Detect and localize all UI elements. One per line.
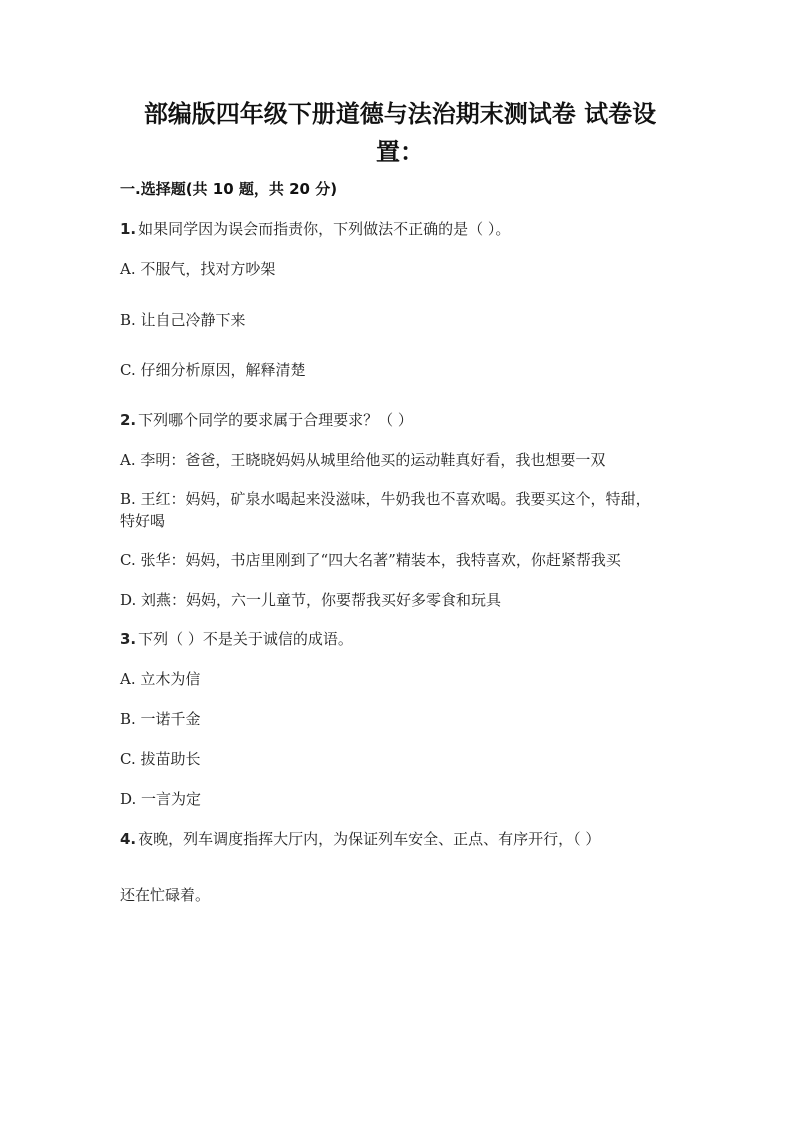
question-1 — [120, 218, 680, 240]
page-title: 部编版四年级下册道德与法治期末测试卷 试卷设置： — [143, 100, 657, 166]
option-3d: D. 一言为定 — [120, 790, 202, 808]
question-4-continuation: 还在忙碌着。 — [120, 886, 211, 904]
question-text: 下列哪个同学的要求属于合理要求？（ ） — [138, 411, 413, 429]
option-3c: C. 拔苗助长 — [120, 750, 201, 768]
question-2 — [120, 409, 680, 431]
question-number: 2. — [120, 411, 137, 429]
option-3b: B. 一诺千金 — [120, 710, 201, 728]
question-text: 夜晚，列车调度指挥大厅内，为保证列车安全、正点、有序开行，（ ） — [138, 830, 601, 848]
question-3 — [120, 628, 680, 650]
option-1a: A. 不服气，找对方吵架 — [120, 260, 276, 278]
section-heading: 一.选择题(共 10 题，共 20 分) — [120, 180, 338, 198]
option-2d: D. 刘燕：妈妈，六一儿童节，你要帮我买好多零食和玩具 — [120, 591, 502, 609]
question-text: 如果同学因为误会而指责你，下列做法不正确的是（ ）。 — [138, 220, 511, 238]
question-number: 3. — [120, 630, 137, 648]
option-1b: B. 让自己冷静下来 — [120, 311, 246, 329]
question-4 — [120, 828, 680, 850]
option-3a: A. 立木为信 — [120, 670, 201, 688]
option-2a: A. 李明：爸爸，王晓晓妈妈从城里给他买的运动鞋真好看，我也想要一双 — [120, 451, 606, 469]
option-2c: C. 张华：妈妈，书店里刚到了“四大名著”精装本，我特喜欢，你赶紧帮我买 — [120, 551, 621, 569]
question-number: 1. — [120, 220, 137, 238]
question-number: 4. — [120, 830, 137, 848]
option-1c: C. 仔细分析原因，解释清楚 — [120, 361, 306, 379]
question-text: 下列（ ）不是关于诚信的成语。 — [138, 630, 353, 648]
option-2b: B. 王红：妈妈，矿泉水喝起来没滋味，牛奶我也不喜欢喝。我要买这个，特甜，特好喝 — [120, 490, 651, 530]
